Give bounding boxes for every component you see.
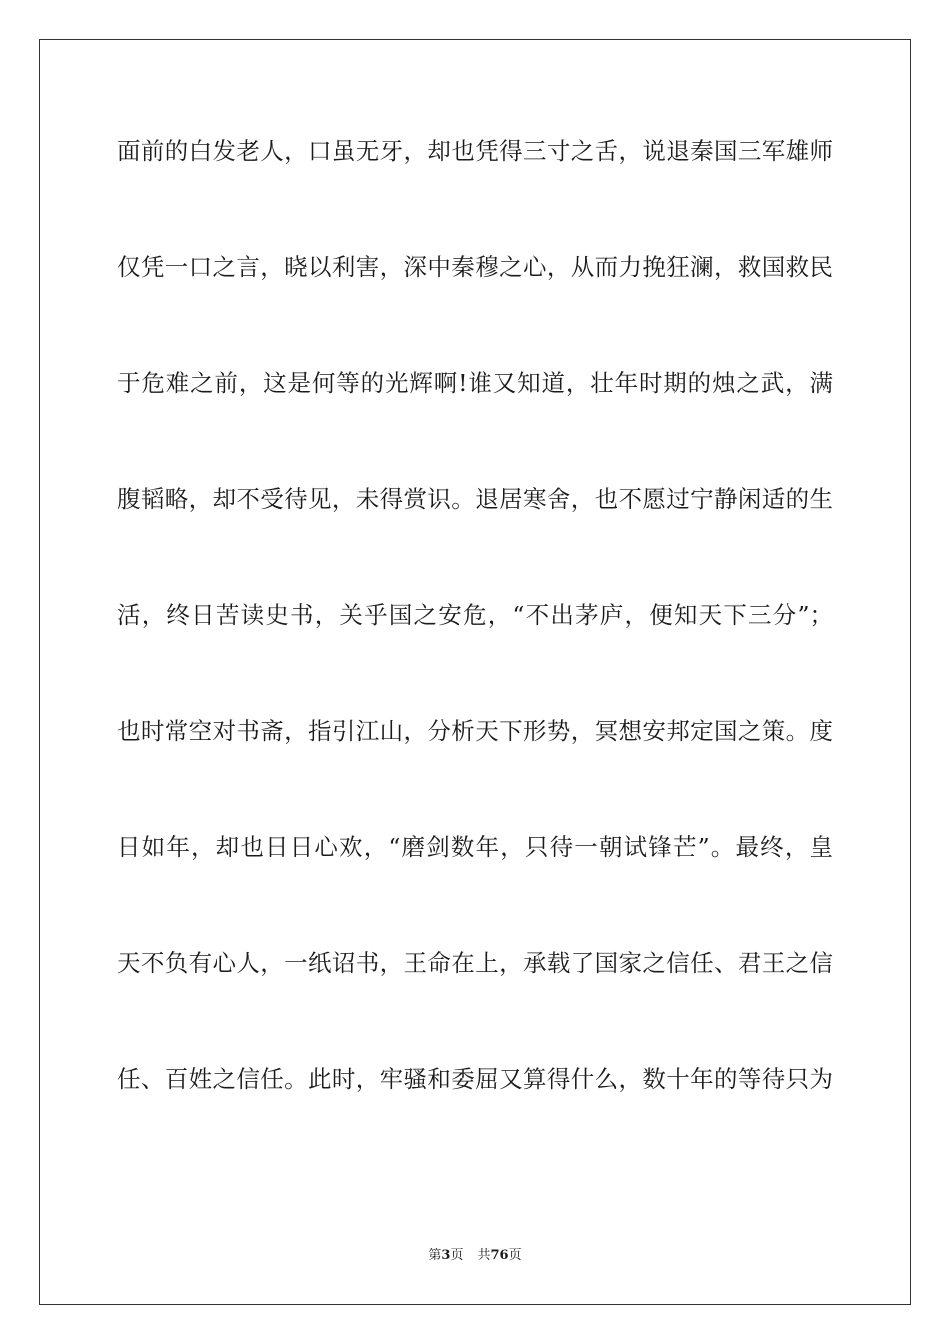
text-line-1: 面前的白发老人，口虽无牙，却也凭得三寸之舌，说退秦国三军雄师	[117, 137, 833, 165]
text-line-5: 活，终日苦读史书，关乎国之安危，“不出茅庐，便知天下三分”；	[117, 601, 833, 629]
text-line-7: 日如年，却也日日心欢，“磨剑数年，只待一朝试锋芒”。最终，皇	[117, 833, 833, 861]
page-number: 3	[441, 1248, 451, 1263]
text-line-9: 任、百姓之信任。此时，牢骚和委屈又算得什么，数十年的等待只为	[117, 1065, 833, 1093]
page-footer	[0, 1247, 950, 1265]
page-suffix: 页	[450, 1248, 464, 1263]
text-line-8: 天不负有心人，一纸诏书，王命在上，承载了国家之信任、君王之信	[117, 949, 833, 977]
total-prefix: 共	[477, 1248, 491, 1263]
page-border	[39, 39, 911, 1305]
text-line-3: 于危难之前，这是何等的光辉啊!谁又知道，壮年时期的烛之武，满	[117, 369, 833, 397]
total-pages: 76	[490, 1248, 509, 1263]
text-line-4: 腹韬略，却不受待见，未得赏识。退居寒舍，也不愿过宁静闲适的生	[117, 485, 833, 513]
total-suffix: 页	[508, 1248, 522, 1263]
page-prefix: 第	[428, 1248, 442, 1263]
text-line-2: 仅凭一口之言，晓以利害，深中秦穆之心，从而力挽狂澜，救国救民	[117, 253, 833, 281]
text-line-6: 也时常空对书斋，指引江山，分析天下形势，冥想安邦定国之策。度	[117, 717, 833, 745]
